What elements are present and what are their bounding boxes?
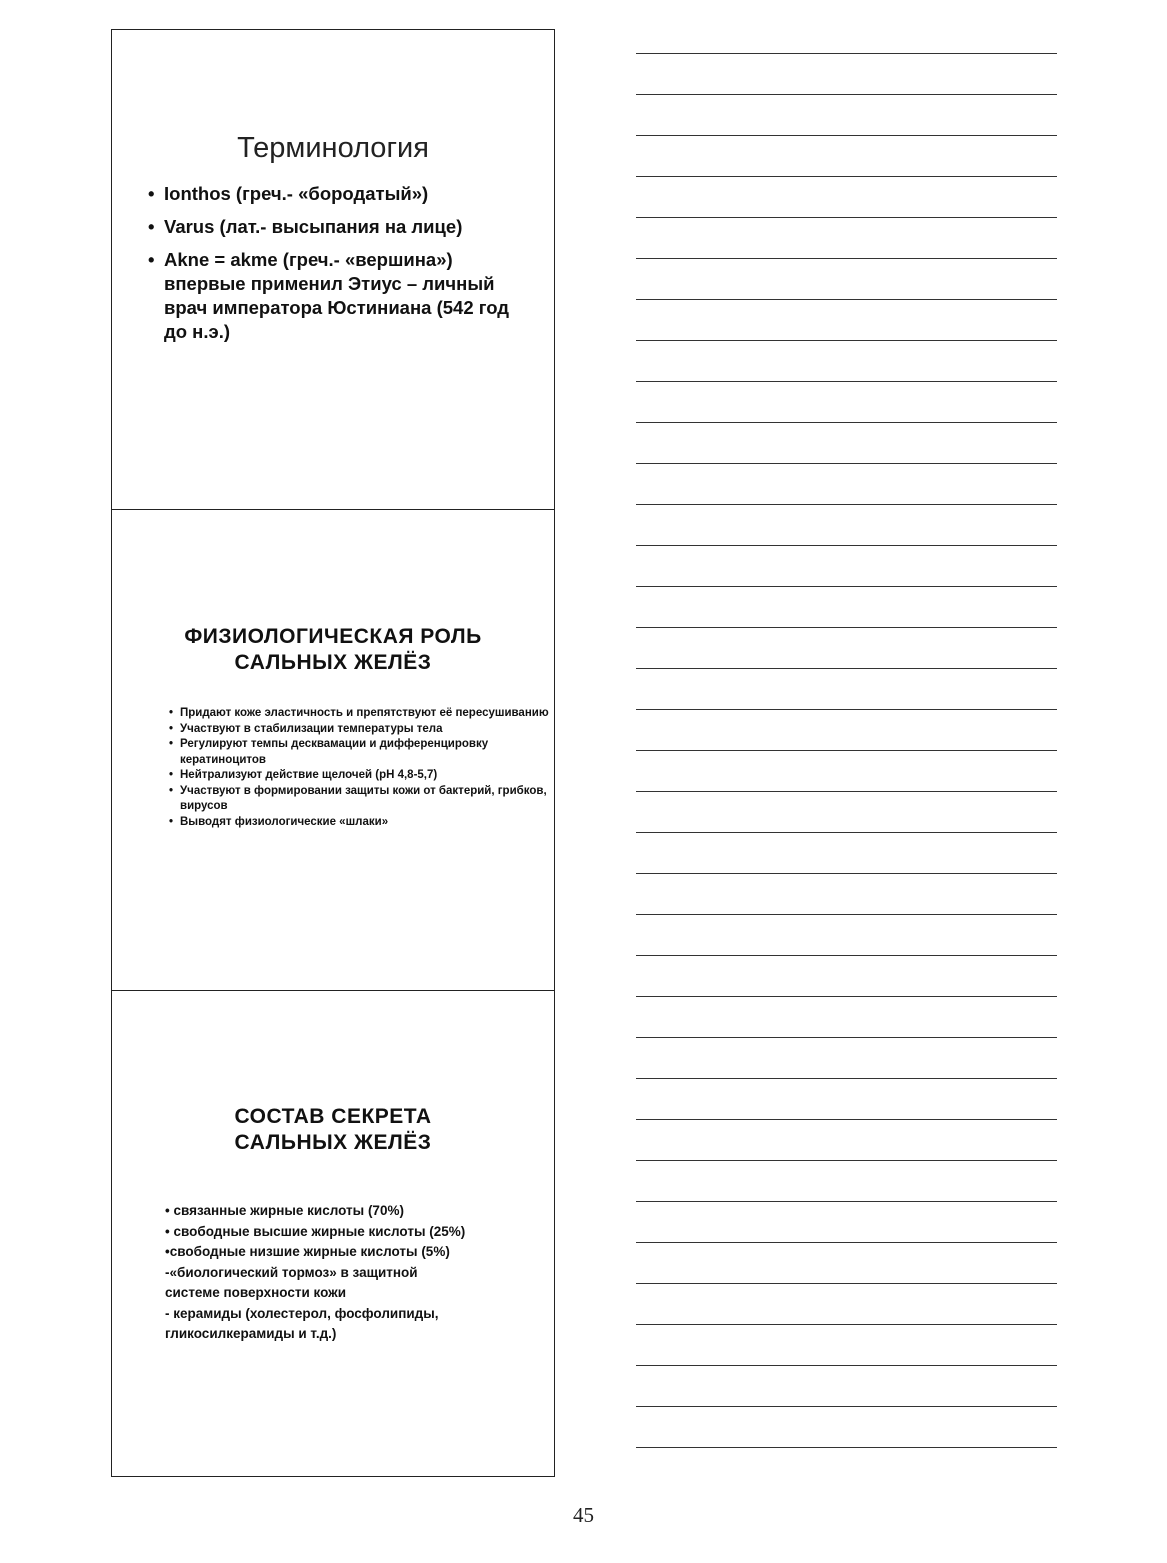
list-item: • Участвуют в стабилизации температуры тела: [180, 722, 550, 738]
text-line: системе поверхности кожи: [165, 1285, 347, 1300]
note-line: [636, 1242, 1057, 1243]
slide-physiological-role: [112, 509, 554, 990]
note-line: [636, 750, 1057, 751]
slides-column: [111, 29, 555, 1477]
text-line: гликосилкерамиды и т.д.): [165, 1326, 337, 1341]
bullet-list: [164, 182, 534, 353]
note-line: [636, 1365, 1057, 1366]
note-line: [636, 1078, 1057, 1079]
note-line: [636, 94, 1057, 95]
note-line: [636, 1037, 1057, 1038]
text-line: •свободные низшие жирные кислоты (5%): [165, 1244, 450, 1259]
slide-terminology: [112, 30, 554, 509]
note-line: [636, 668, 1057, 669]
note-line: [636, 955, 1057, 956]
text-line: • свободные высшие жирные кислоты (25%): [165, 1223, 466, 1239]
note-line: [636, 996, 1057, 997]
note-line: [636, 1283, 1057, 1284]
text-line: - керамиды (холестерол, фосфолипиды,: [165, 1305, 439, 1321]
list-item: • Akne = akme (греч.- «вершина») впервые применил Этиус – личный врач императора Юстиниана (542 год до н.э.): [164, 248, 534, 344]
text-line: -«биологический тормоз» в защитной: [165, 1264, 418, 1280]
note-line: [636, 832, 1057, 833]
page-number: 45: [573, 1503, 594, 1527]
note-line: [636, 1324, 1057, 1325]
slide-title: [112, 1104, 554, 1157]
list-item: • Ionthos (греч.- «бородатый»): [164, 182, 534, 206]
title-line: САЛЬНЫХ ЖЕЛЁЗ: [234, 1131, 432, 1155]
note-line: [636, 1406, 1057, 1407]
note-line: [636, 258, 1057, 259]
note-line: [636, 791, 1057, 792]
note-line: [636, 422, 1057, 423]
list-item: • Выводят физиологические «шлаки»: [180, 815, 550, 831]
note-line: [636, 53, 1057, 54]
list-item: • Нейтрализуют действие щелочей (pH 4,8-5,7): [180, 768, 550, 784]
note-line: [636, 1160, 1057, 1161]
note-line: [636, 381, 1057, 382]
note-line: [636, 504, 1057, 505]
note-line: [636, 217, 1057, 218]
note-line: [636, 627, 1057, 628]
note-line: [636, 176, 1057, 177]
note-line: [636, 914, 1057, 915]
note-line: [636, 463, 1057, 464]
bullet-list: [180, 706, 550, 830]
list-item: • Придают коже эластичность и препятствуют её пересушиванию: [180, 706, 550, 722]
text-line: • связанные жирные кислоты (70%): [165, 1203, 404, 1218]
slide-title: ФИЗИОЛОГИЧЕСКАЯ РОЛЬ САЛЬНЫХ ЖЕЛЁЗ: [184, 625, 482, 675]
note-line: [636, 545, 1057, 546]
note-line: [636, 1119, 1057, 1120]
note-line: [636, 709, 1057, 710]
title-line: СОСТАВ СЕКРЕТА: [234, 1105, 432, 1128]
slide-title: Терминология: [237, 132, 429, 164]
list-item: • Регулируют темпы десквамации и дифференцировку кератиноцитов: [180, 737, 550, 768]
slide-secretion-composition: [112, 990, 554, 1476]
note-line: [636, 1201, 1057, 1202]
note-line: [636, 135, 1057, 136]
composition-text: [165, 1201, 545, 1345]
list-item: • Varus (лат.- высыпания на лице): [164, 215, 534, 239]
note-line: [636, 299, 1057, 300]
note-line: [636, 340, 1057, 341]
note-line: [636, 1447, 1057, 1448]
list-item: • Участвуют в формировании защиты кожи от бактерий, грибков, вирусов: [180, 784, 550, 815]
note-line: [636, 873, 1057, 874]
note-line: [636, 586, 1057, 587]
